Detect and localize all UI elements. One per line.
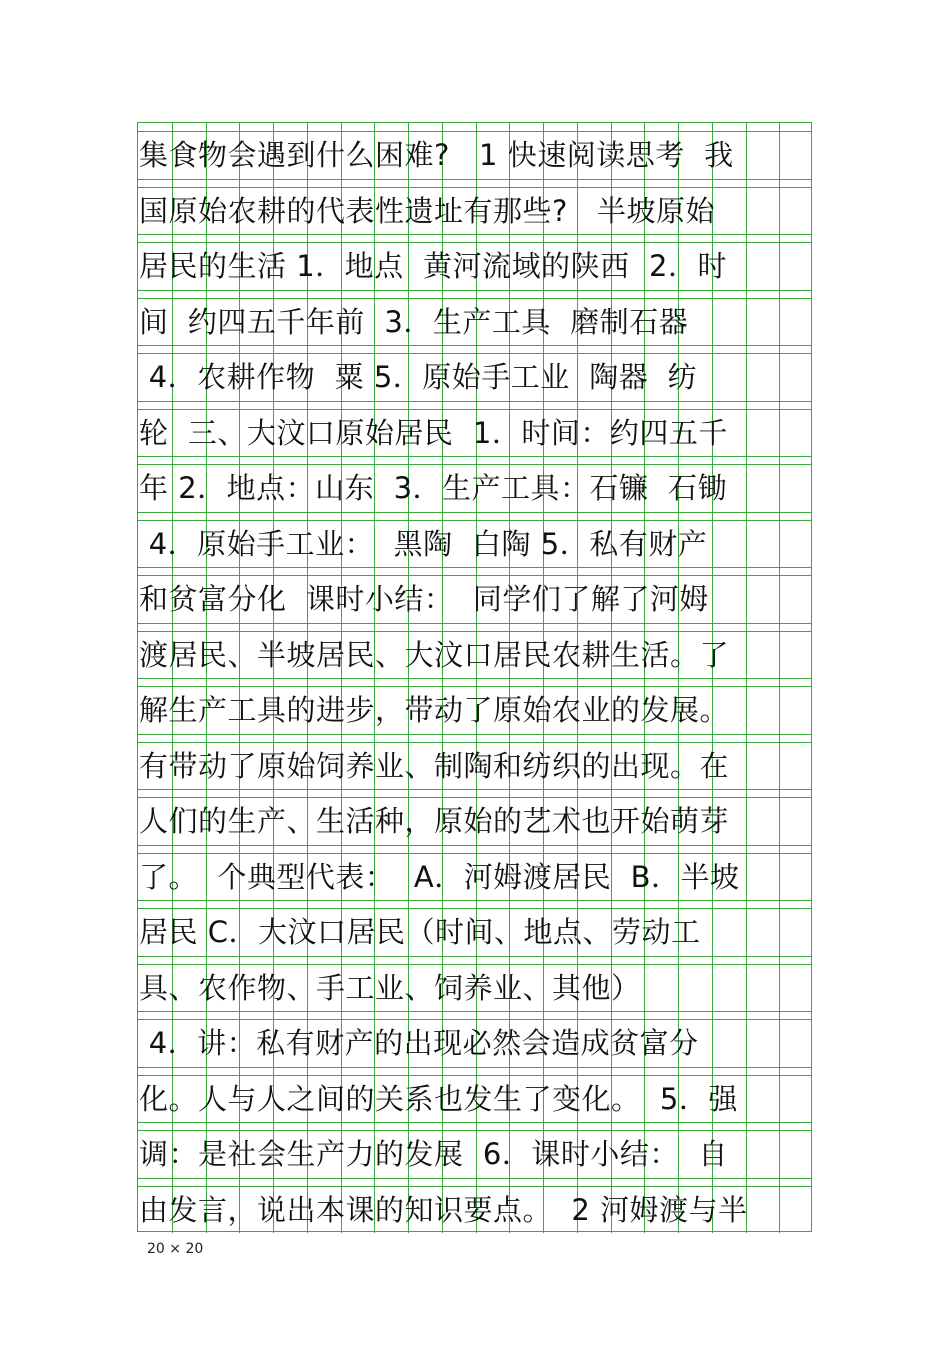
grid-line-text: 集食物会遇到什么困难? 1 快速阅读思考 我 [139,138,734,172]
grid-row [138,123,811,179]
grid-line-text: 居民 C．大汶口居民（时间、地点、劳动工 [139,915,701,949]
grid-row [138,956,811,1012]
grid-row [138,512,811,568]
grid-row [138,234,811,290]
grid-line-text: 轮 三、大汶口原始居民 1．时间：约四五千 [139,415,728,450]
grid-line-text: 调：是社会生产力的发展 6．课时小结： 自 [139,1137,728,1171]
grid-line-text: 具、农作物、手工业、饲养业、其他） [139,970,641,1005]
manuscript-grid-paper [137,122,812,1232]
grid-line-text: 国原始农耕的代表性遗址有那些? 半坡原始 [139,193,716,228]
grid-row [138,734,811,790]
grid-line-text: 4．讲：私有财产的出现必然会造成贫富分 [139,1026,699,1060]
grid-line-text: 间 约四五千年前 3．生产工具 磨制石器 [139,304,689,339]
grid-line-text: 年 2．地点：山东 3．生产工具：石镰 石锄 [139,471,727,505]
grid-row [138,1122,811,1178]
grid-row [138,1067,811,1123]
grid-line-text: 化。人与人之间的关系也发生了变化。 5．强 [139,1081,738,1116]
grid-row [138,1011,811,1067]
grid-row [138,623,811,679]
grid-row [138,789,811,845]
grid-row [138,345,811,401]
grid-row [138,900,811,956]
grid-row [138,290,811,346]
grid-row [138,1178,811,1234]
grid-line-text: 了。 个典型代表： A．河姆渡居民 B．半坡 [139,859,740,894]
grid-row [138,567,811,623]
grid-line-text: 有带动了原始饲养业、制陶和纺织的出现。在 [139,748,730,783]
grid-line-text: 和贫富分化 课时小结： 同学们了解了河姆 [139,582,709,616]
grid-row [138,845,811,901]
grid-line-text: 解生产工具的进步，带动了原始农业的发展。 [139,693,730,727]
grid-row [138,678,811,734]
grid-row [138,456,811,512]
grid-size-label: 20 × 20 [147,1241,204,1257]
grid-line-text: 4．农耕作物 粟 5．原始手工业 陶器 纺 [139,360,698,394]
grid-line-text: 居民的生活 1．地点 黄河流域的陕西 2．时 [139,249,727,283]
grid-line-text: 人们的生产、生活种，原始的艺术也开始萌芽 [139,804,730,838]
grid-line-text: 4．原始手工业： 黑陶 白陶 5．私有财产 [139,526,708,561]
grid-row [138,401,811,457]
grid-line-text: 渡居民、半坡居民、大汶口居民农耕生活。了 [139,637,730,672]
grid-row [138,179,811,235]
grid-line-text: 由发言，说出本课的知识要点。 2 河姆渡与半 [139,1192,748,1227]
